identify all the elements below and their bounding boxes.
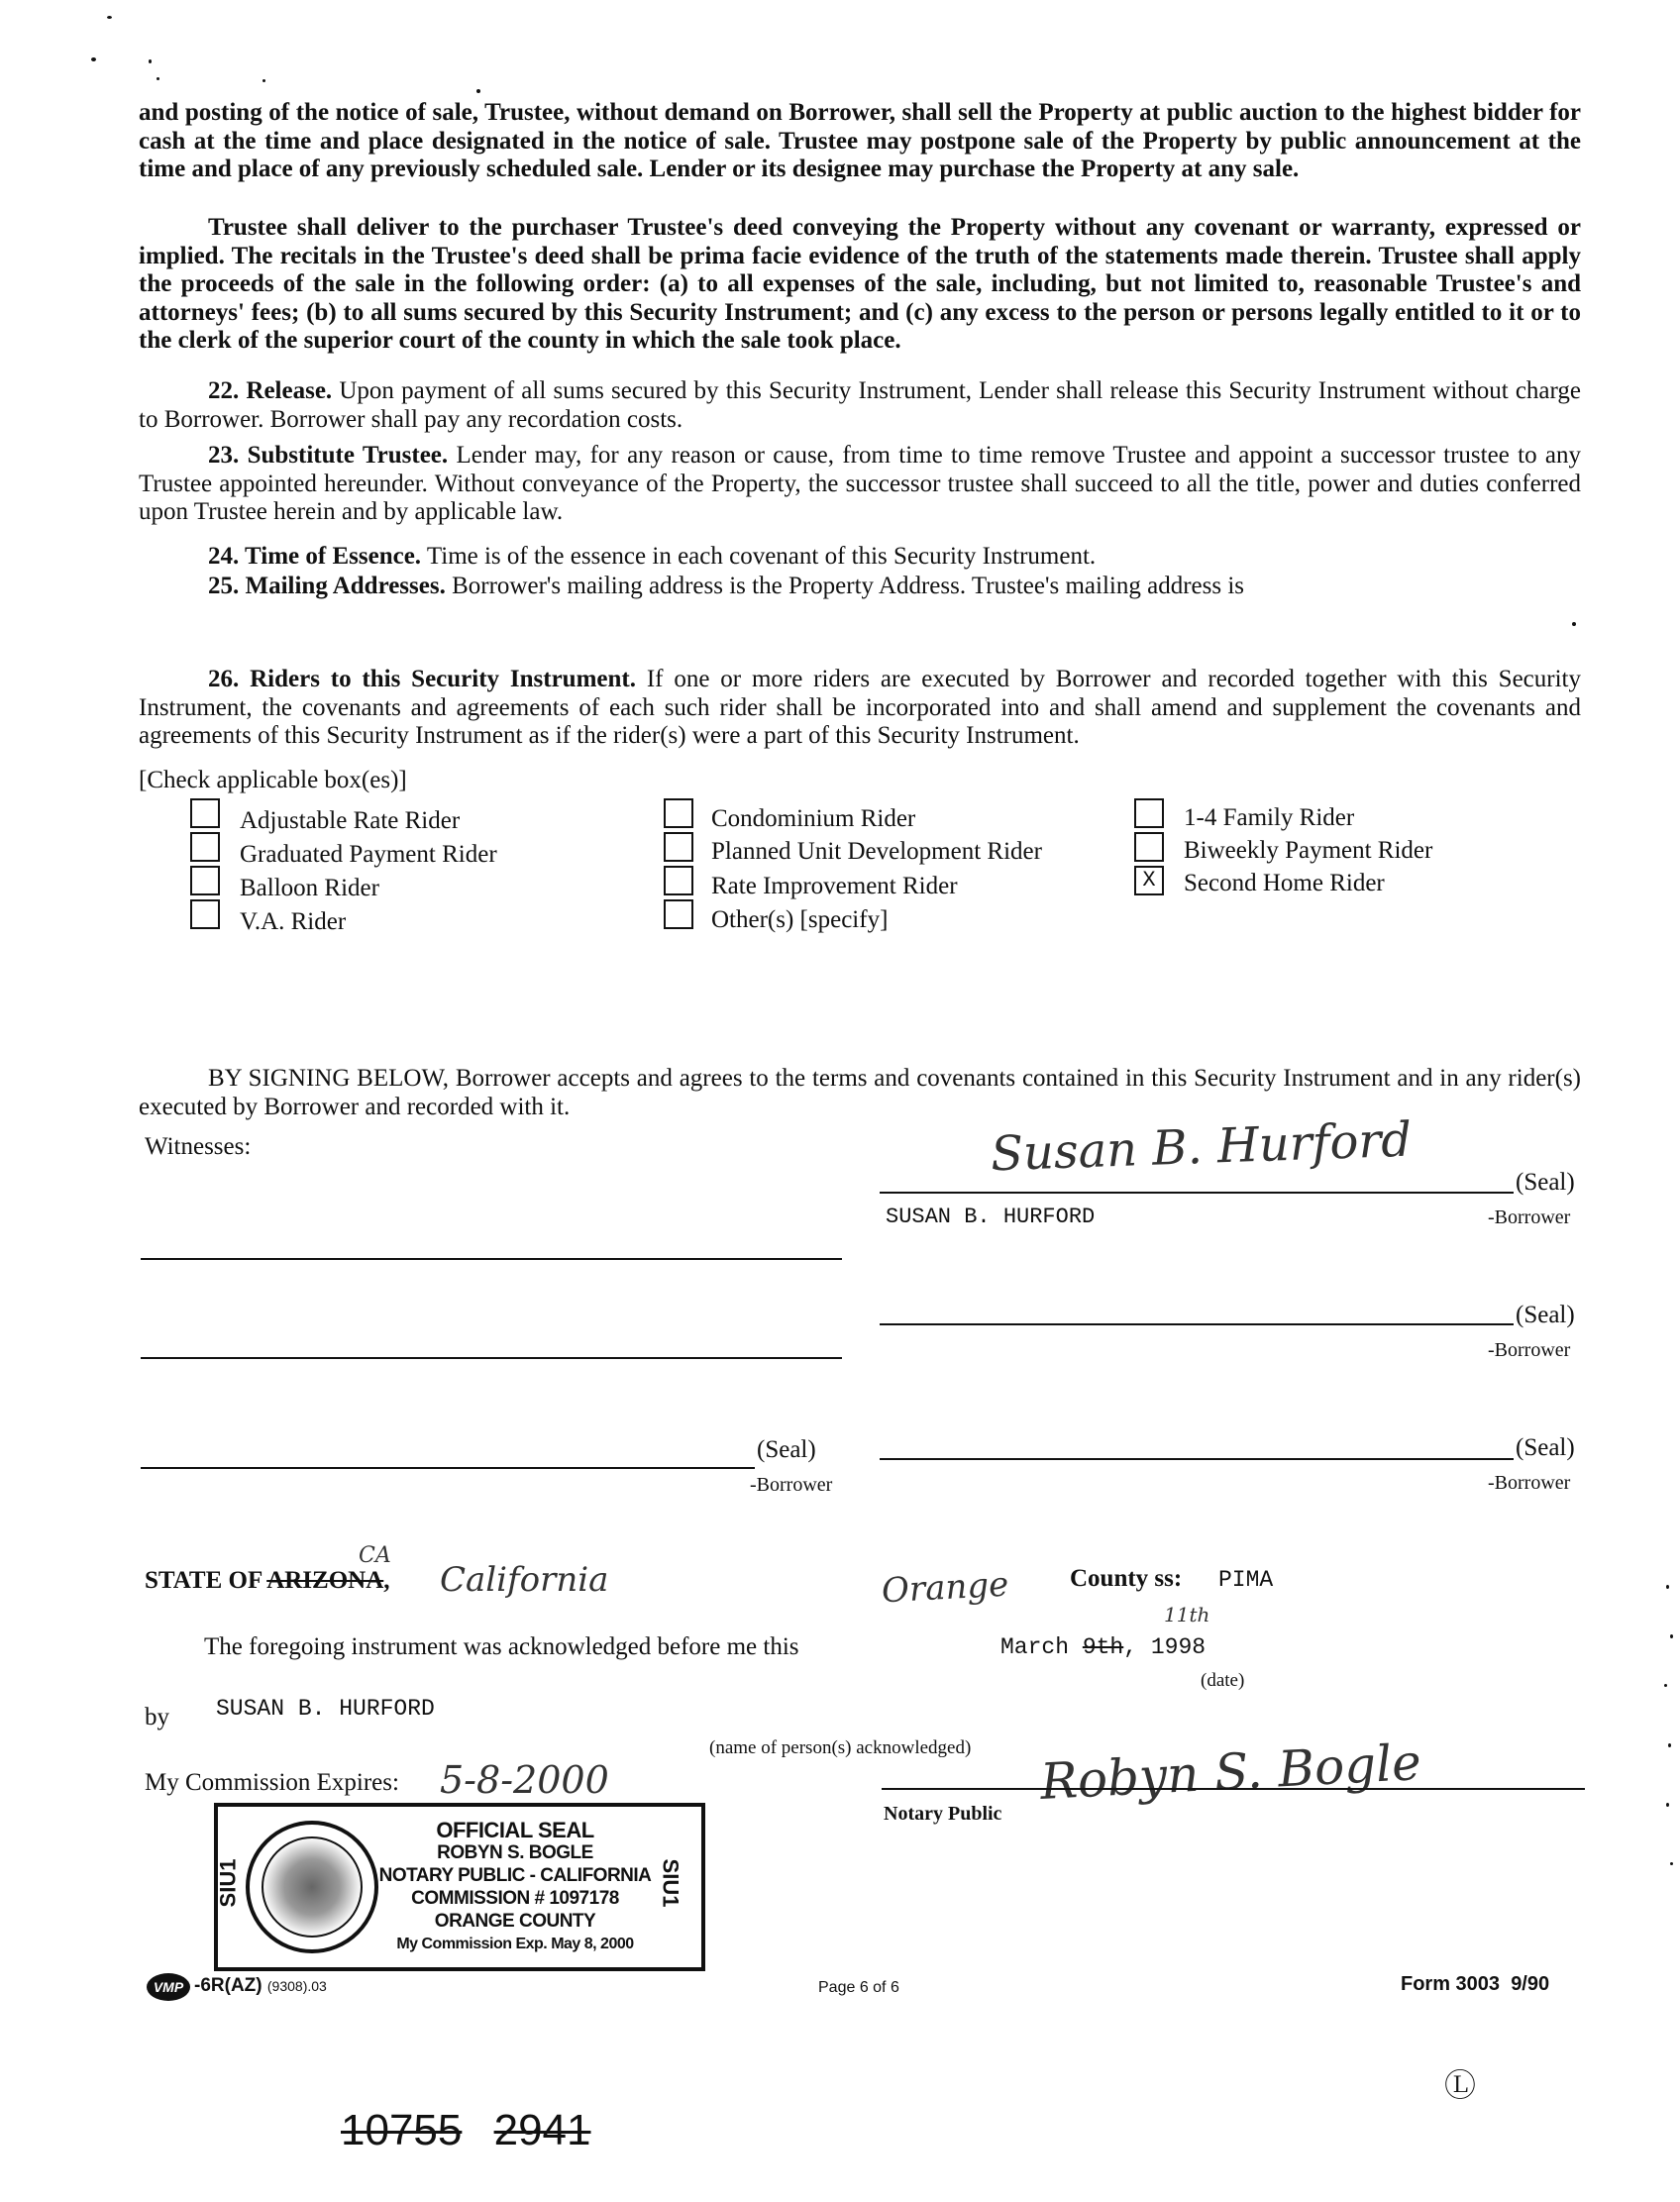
label-biweekly-payment-rider: Biweekly Payment Rider [1184, 837, 1433, 864]
seal-line-5: ORANGE COUNTY [434, 1911, 596, 1932]
date-year: , 1998 [1123, 1634, 1207, 1660]
county-typed: PIMA [1218, 1567, 1274, 1593]
checkbox-second-home-rider[interactable]: X [1134, 866, 1164, 895]
seal-label-3: (Seal) [757, 1436, 816, 1463]
acknowledgment-date [1000, 1634, 1206, 1660]
county-label: County ss: [1070, 1565, 1183, 1592]
form-code [194, 1975, 327, 1997]
section-23-substitute-trustee [139, 442, 1581, 527]
seal-side-text-right: SIU1 [658, 1858, 683, 1908]
borrower-signature-line-1 [880, 1192, 1514, 1194]
commission-date-handwritten: 5-8-2000 [440, 1758, 609, 1802]
section-23-heading: 23. Substitute Trustee. [208, 442, 449, 469]
notary-public-label: Notary Public [884, 1803, 1002, 1825]
seal-line-3: NOTARY PUBLIC - CALIFORNIA [378, 1865, 652, 1886]
label-adjustable-rate-rider: Adjustable Rate Rider [240, 807, 461, 834]
seal-line-4: COMMISSION # 1097178 [411, 1888, 619, 1909]
borrower-role-4: -Borrower [1488, 1472, 1571, 1494]
scan-dot [1670, 1634, 1673, 1638]
vmp-logo: VMP [147, 1973, 190, 2001]
witness-line-2 [141, 1357, 842, 1359]
checkbox-biweekly-payment-rider[interactable] [1134, 832, 1164, 862]
scan-dot [107, 16, 112, 19]
sale-paragraph-2 [139, 214, 1581, 356]
form-code-suffix: (9308).03 [266, 1978, 327, 1994]
label-1-4-family-rider: 1-4 Family Rider [1184, 804, 1355, 831]
scan-dot [1666, 1585, 1669, 1589]
checkbox-other-riders[interactable] [664, 899, 693, 929]
scan-dot [1666, 1803, 1669, 1807]
notary-signature-line [882, 1788, 1585, 1790]
section-25-heading: 25. Mailing Addresses. [208, 573, 446, 599]
seal-side-text-left: SIU1 [215, 1858, 241, 1908]
borrower-signature-line-4 [880, 1458, 1514, 1460]
borrower-role-1: -Borrower [1488, 1206, 1571, 1228]
corner-mark: Ⓛ [1444, 2067, 1477, 2103]
scan-dot [91, 57, 96, 61]
checkbox-condominium-rider[interactable] [664, 798, 693, 828]
label-va-rider: V.A. Rider [240, 908, 347, 935]
section-22-release [139, 377, 1581, 434]
signing-heading: BY SIGNING BELOW, [208, 1065, 450, 1092]
seal-label-1: (Seal) [1516, 1169, 1575, 1196]
section-26-riders [139, 666, 1581, 751]
state-handwritten: California [440, 1560, 609, 1600]
date-label: (date) [1201, 1670, 1245, 1691]
witnesses-label: Witnesses: [145, 1133, 252, 1160]
form-number-main: Form 3003 [1401, 1973, 1501, 1995]
label-balloon-rider: Balloon Rider [240, 875, 379, 901]
acknowledged-name: SUSAN B. HURFORD [216, 1696, 435, 1722]
official-seal-stamp [214, 1803, 705, 1971]
form-number-date: 9/90 [1511, 1973, 1550, 1995]
seal-line-6: My Commission Exp. May 8, 2000 [396, 1936, 634, 1952]
witness-line-1 [141, 1258, 842, 1260]
scan-dot [157, 77, 159, 80]
borrower-name: SUSAN B. HURFORD [886, 1205, 1096, 1229]
section-24-heading: 24. Time of Essence. [208, 543, 422, 570]
borrower-role-2: -Borrower [1488, 1339, 1571, 1361]
by-label: by [145, 1704, 169, 1730]
date-day-handwritten: 11th [1164, 1603, 1210, 1626]
checkbox-planned-unit-development-rider[interactable] [664, 832, 693, 862]
form-code-main: -6R(AZ) [194, 1975, 262, 1996]
date-struck-day: 9th [1082, 1634, 1124, 1660]
seal-text [367, 1819, 664, 1955]
seal-label-4: (Seal) [1516, 1434, 1575, 1461]
state-insert-handwritten: CA [359, 1543, 391, 1568]
sale-paragraph-1-text: and posting of the notice of sale, Trustee, without demand on Borrower, shall sell the Property at public auction to the highest bidder for cash at the time and place designated in the notice of sale. Trustee may postpone sale of the Property by public announcement at the time and place of any previously scheduled sale. Lender or its designee may purchase the Property at any sale. [139, 99, 1581, 183]
section-24-body: Time is of the essence in each covenant of this Security Instrument. [426, 543, 1097, 570]
scan-dot [1670, 1862, 1673, 1865]
borrower-role-3: -Borrower [750, 1474, 833, 1496]
checkbox-balloon-rider[interactable] [190, 866, 220, 895]
section-25-body: Borrower's mailing address is the Property Address. Trustee's mailing address is [452, 573, 1244, 599]
seal-line-2: ROBYN S. BOGLE [437, 1842, 593, 1863]
checkbox-adjustable-rate-rider[interactable] [190, 798, 220, 828]
seal-label-2: (Seal) [1516, 1302, 1575, 1328]
borrower-signature-line-2 [880, 1323, 1514, 1325]
seal-line-1: OFFICIAL SEAL [436, 1818, 594, 1842]
scan-dot [1572, 622, 1576, 626]
section-22-heading: 22. Release. [208, 377, 333, 404]
section-25-mailing-addresses [139, 573, 1581, 601]
reference-number-main: 10755 [341, 2106, 463, 2154]
signing-body: Borrower accepts and agrees to the terms and covenants contained in this Security Instrument and in any rider(s) executed by Borrower and recorded with it. [139, 1065, 1581, 1120]
name-of-person-label: (name of person(s) acknowledged) [709, 1737, 972, 1758]
label-second-home-rider: Second Home Rider [1184, 870, 1385, 896]
state-comma: , [383, 1567, 390, 1594]
state-prefix: STATE OF [145, 1567, 267, 1594]
label-planned-unit-development-rider: Planned Unit Development Rider [711, 838, 1042, 865]
scan-dot [1668, 1743, 1671, 1747]
acknowledgment-text: The foregoing instrument was acknowledged before me this [204, 1633, 799, 1660]
seal-emblem-inner [262, 1836, 363, 1938]
scan-dot [476, 89, 480, 93]
label-rate-improvement-rider: Rate Improvement Rider [711, 873, 958, 899]
notary-signature: Robyn S. Bogle [1038, 1732, 1423, 1812]
section-24-time-of-essence [139, 543, 1581, 572]
scan-dot [149, 59, 152, 63]
section-22-body: Upon payment of all sums secured by this Security Instrument, Lender shall release this Security Instrument without charge to Borrower. Borrower shall pay any recordation costs. [139, 377, 1581, 433]
scan-dot [1664, 1684, 1667, 1687]
checkbox-graduated-payment-rider[interactable] [190, 832, 220, 862]
form-number [1401, 1973, 1549, 1996]
borrower-signature-line-3 [141, 1467, 755, 1469]
commission-expires-label: My Commission Expires: [145, 1769, 399, 1796]
state-line [145, 1567, 390, 1595]
check-instruction: [Check applicable box(es)] [139, 767, 407, 793]
sale-paragraph-2-text: Trustee shall deliver to the purchaser Trustee's deed conveying the Property without any covenant or warranty, expressed or implied. The recitals in the Trustee's deed shall be prima facie evidence of the truth of the statements made therein. Trustee shall apply the proceeds of the sale in the following order: (a) to all expenses of the sale, including, but not limited to, reasonable Trustee's and attorneys' fees; (b) to all sums secured by this Security Instrument; and (c) any excess to the person or persons legally entitled to it or to the clerk of the superior court of the county in which the sale took place. [139, 214, 1581, 355]
state-struck: ARIZONA [266, 1567, 384, 1594]
checkbox-va-rider[interactable] [190, 899, 220, 929]
borrower-signature: Susan B. Hurford [990, 1111, 1413, 1183]
label-graduated-payment-rider: Graduated Payment Rider [240, 841, 497, 868]
section-26-heading: 26. Riders to this Security Instrument. [208, 666, 636, 692]
checkbox-1-4-family-rider[interactable] [1134, 798, 1164, 828]
reference-number-struck: 2941 [493, 2106, 591, 2154]
label-other-riders: Other(s) [specify] [711, 906, 889, 933]
date-month: March [1000, 1634, 1070, 1660]
label-condominium-rider: Condominium Rider [711, 805, 916, 832]
sale-paragraph-1 [139, 99, 1581, 184]
section-26-body: If one or more riders are executed by Borrower and recorded together with this Security Instrument, the covenants and agreements of each such rider shall be incorporated into and shall amend and supplement the covenants and agreements of this Security Instrument as if the rider(s) were a part of this Security Instrument. [139, 666, 1582, 750]
checkbox-rate-improvement-rider[interactable] [664, 866, 693, 895]
page-number: Page 6 of 6 [818, 1979, 899, 1996]
scan-dot [262, 79, 265, 82]
section-23-body: Lender may, for any reason or cause, from time to time remove Trustee and appoint a successor trustee to any Trustee appointed hereunder. Without conveyance of the Property, the successor trustee shall succeed to all the title, power and duties conferred upon Trustee herein and by applicable law. [139, 442, 1581, 526]
seal-emblem [246, 1821, 378, 1953]
county-handwritten: Orange [881, 1564, 1010, 1612]
reference-number [341, 2106, 590, 2155]
